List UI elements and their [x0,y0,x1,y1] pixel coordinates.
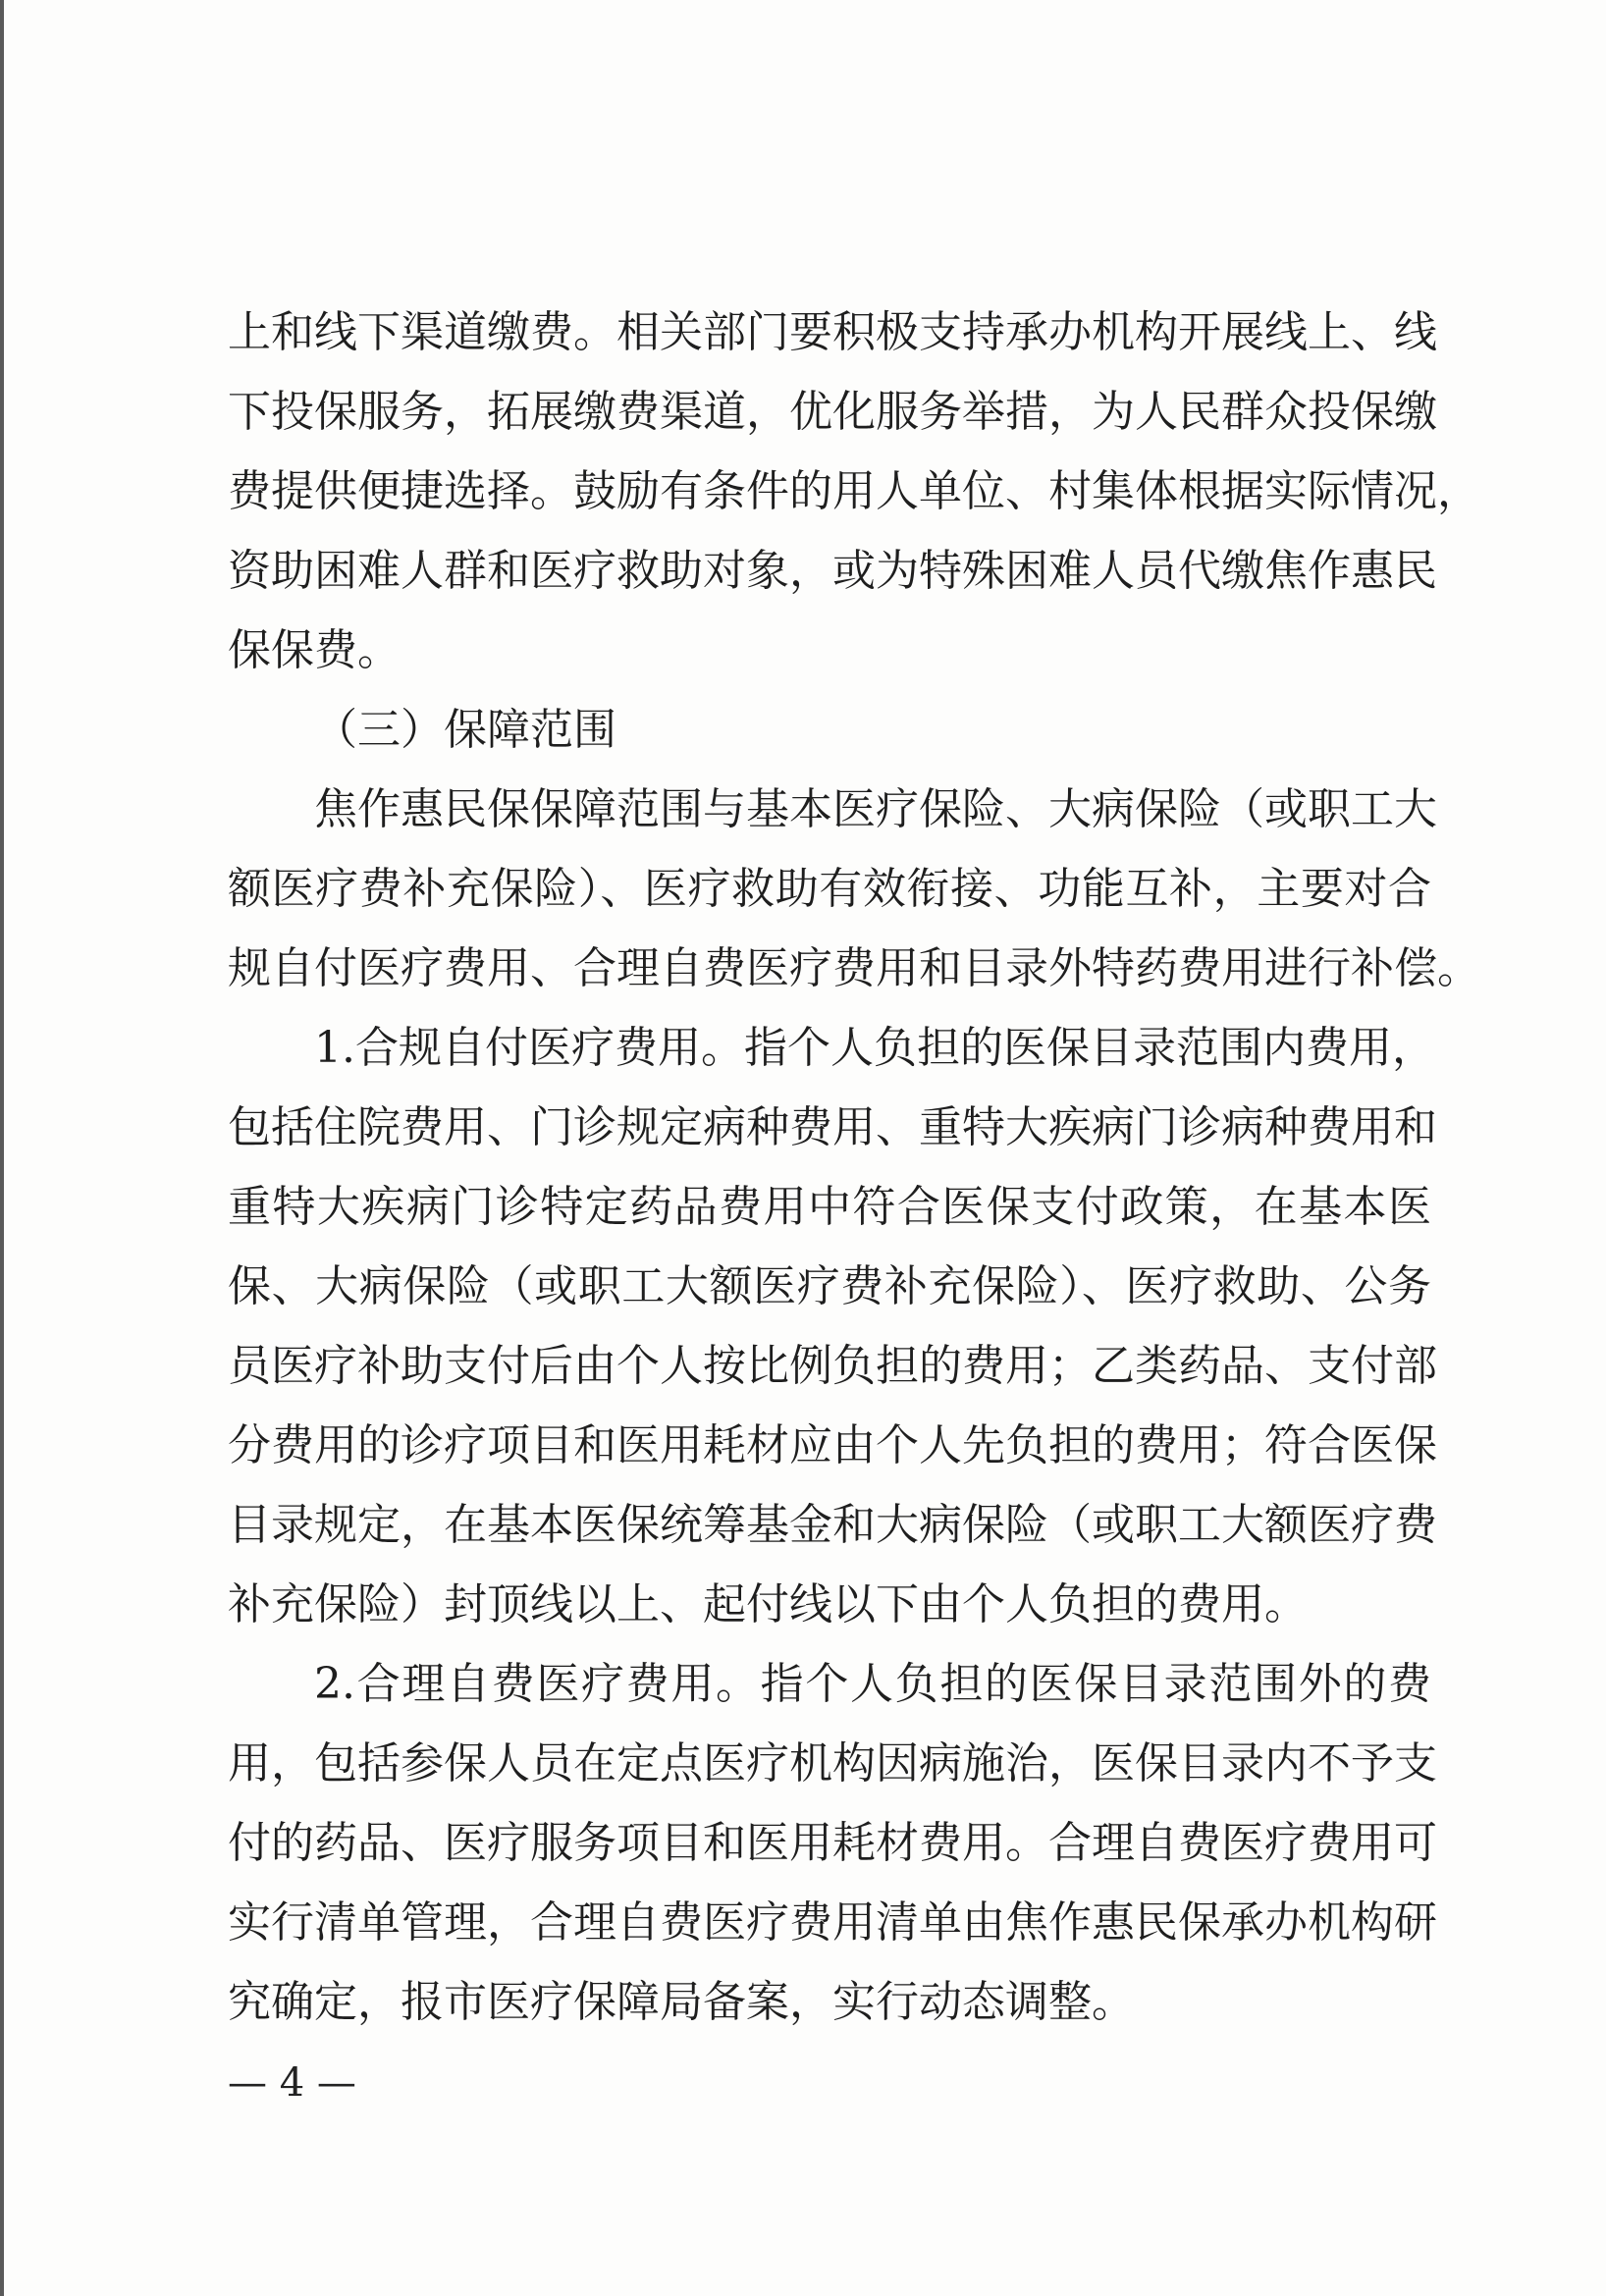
text-line: 目录规定，在基本医保统筹基金和大病保险（或职工大额医疗费 [228,1500,1437,1550]
paragraph [228,1644,1437,2042]
text-line: 补充保险）封顶线以上、起付线以下由个人负担的费用。 [228,1579,1308,1629]
text-line: 用，包括参保人员在定点医疗机构因病施治，医保目录内不予支 [228,1738,1437,1789]
text-line: 费提供便捷选择。鼓励有条件的用人单位、村集体根据实际情况， [228,466,1480,516]
paragraph [228,1008,1437,1644]
text-line: 保保费。 [228,625,401,675]
text-line: 资助困难人群和医疗救助对象，或为特殊困难人员代缴焦作惠民 [228,546,1437,596]
text-line: 下投保服务，拓展缴费渠道，优化服务举措，为人民群众投保缴 [228,387,1437,437]
text-line: 分费用的诊疗项目和医用耗材应由个人先负担的费用；符合医保 [228,1420,1437,1470]
text-line: （三）保障范围 [314,705,616,755]
scan-edge [0,0,4,2296]
text-line: 上和线下渠道缴费。相关部门要积极支持承办机构开展线上、线 [228,307,1437,357]
text-line: 额医疗费补充保险）、医疗救助有效衔接、功能互补，主要对合 [228,864,1431,914]
paragraph [228,770,1480,1008]
text-line: 实行清单管理，合理自费医疗费用清单由焦作惠民保承办机构研 [228,1897,1437,1948]
text-line: 重特大疾病门诊特定药品费用中符合医保支付政策，在基本医 [228,1182,1431,1232]
text-line: 2.合理自费医疗费用。指个人负担的医保目录范围外的费 [314,1659,1431,1709]
text-line: 保、大病保险（或职工大额医疗费补充保险）、医疗救助、公务 [228,1261,1431,1311]
paragraph [228,293,1480,690]
text-line: 员医疗补助支付后由个人按比例负担的费用；乙类药品、支付部 [228,1341,1437,1391]
text-line: 焦作惠民保保障范围与基本医疗保险、大病保险（或职工大 [314,784,1437,834]
body-text [228,293,1480,2042]
text-line: 1.合规自付医疗费用。指个人负担的医保目录范围内费用， [314,1023,1435,1073]
paragraph [228,690,1431,770]
text-line: 究确定，报市医疗保障局备案，实行动态调整。 [228,1977,1135,2027]
text-line: 规自付医疗费用、合理自费医疗费用和目录外特药费用进行补偿。 [228,943,1480,993]
text-line: 包括住院费用、门诊规定病种费用、重特大疾病门诊病种费用和 [228,1102,1437,1152]
text-line: 付的药品、医疗服务项目和医用耗材费用。合理自费医疗费用可 [228,1818,1437,1868]
page-number: — 4 — [228,2060,356,2106]
